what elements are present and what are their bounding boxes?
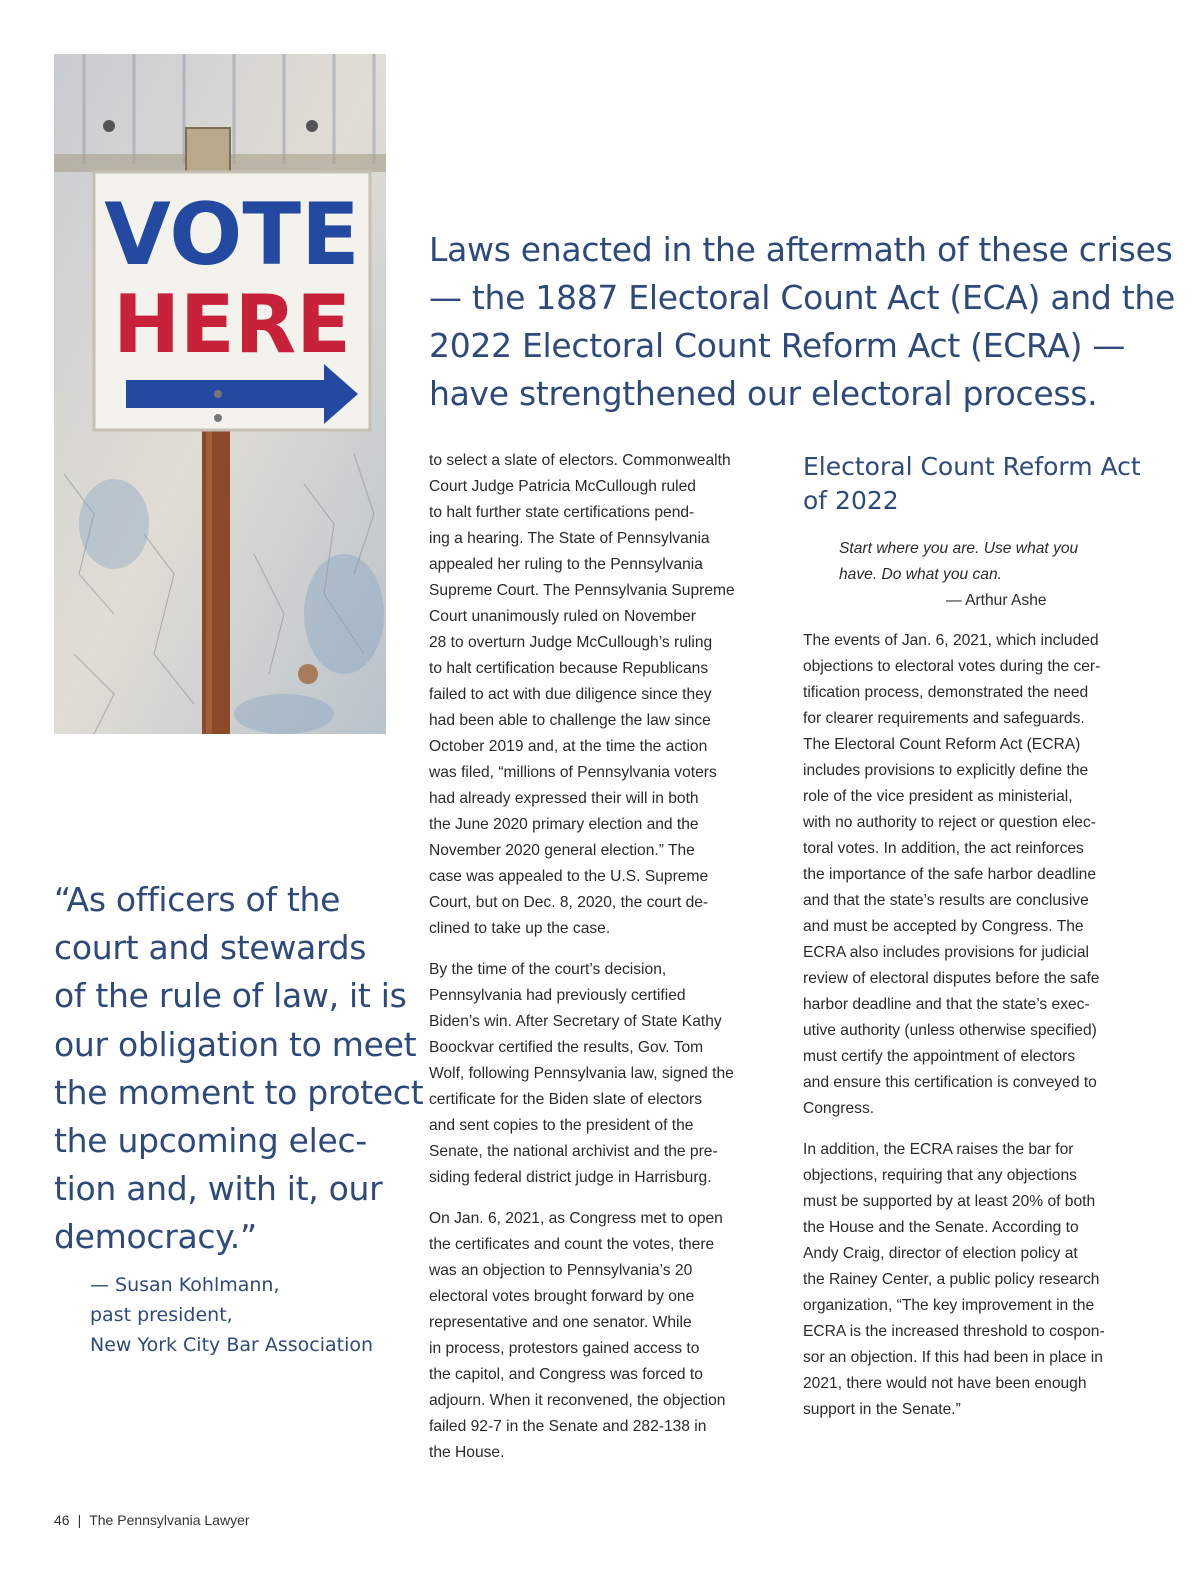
text-line: the House and the Senate. According to xyxy=(803,1219,1079,1236)
text-line: with no authority to reject or question elec- xyxy=(803,814,1096,831)
pull-quote-line: Laws enacted in the aftermath of these crises xyxy=(429,230,1173,269)
text-line: Andy Craig, director of election policy at xyxy=(803,1245,1078,1262)
text-line: adjourn. When it reconvened, the objection xyxy=(429,1392,726,1409)
quote-line: tion and, with it, our xyxy=(54,1169,383,1209)
text-line: ECRA also includes provisions for judicial xyxy=(803,944,1090,961)
text-line: Boockvar certified the results, Gov. Tom xyxy=(429,1039,704,1056)
quote-line: court and stewards xyxy=(54,928,367,968)
text-line: 28 to overturn Judge McCullough’s ruling xyxy=(429,634,713,651)
text-line: harbor deadline and that the state’s exec- xyxy=(803,996,1090,1013)
text-line: the importance of the safe harbor deadline xyxy=(803,866,1097,883)
body-paragraph xyxy=(429,957,769,1191)
text-line: objections to electoral votes during the cer- xyxy=(803,658,1101,675)
middle-column xyxy=(429,448,769,1466)
text-line: Wolf, following Pennsylvania law, signed the xyxy=(429,1065,734,1082)
body-paragraph xyxy=(803,1137,1143,1423)
text-line: for clearer requirements and safeguards. xyxy=(803,710,1085,727)
text-line: and ensure this certification is conveyed to xyxy=(803,1074,1097,1091)
quote-attribution xyxy=(90,1270,373,1360)
heading-line: Electoral Count Reform Act xyxy=(803,452,1141,481)
text-line: in process, protestors gained access to xyxy=(429,1340,700,1357)
section-heading xyxy=(803,450,1141,518)
text-line: tification process, demonstrated the need xyxy=(803,684,1089,701)
footer-separator: | xyxy=(77,1512,82,1528)
text-line: The Electoral Count Reform Act (ECRA) xyxy=(803,736,1081,753)
text-line: was filed, “millions of Pennsylvania voters xyxy=(429,764,717,781)
quote-line: democracy.” xyxy=(54,1217,257,1257)
text-line: ing a hearing. The State of Pennsylvania xyxy=(429,530,710,547)
attribution-line: past president, xyxy=(90,1304,233,1326)
text-line: support in the Senate.” xyxy=(803,1401,961,1418)
text-line: role of the vice president as ministerial, xyxy=(803,788,1073,805)
publication-name: The Pennsylvania Lawyer xyxy=(89,1512,250,1528)
text-line: organization, “The key improvement in the xyxy=(803,1297,1095,1314)
quote-line: of the rule of law, it is xyxy=(54,976,407,1016)
page-number: 46 xyxy=(54,1512,70,1528)
text-line: Biden’s win. After Secretary of State Kathy xyxy=(429,1013,722,1030)
page-footer xyxy=(54,1512,250,1528)
text-line: By the time of the court’s decision, xyxy=(429,961,667,978)
text-line: On Jan. 6, 2021, as Congress met to open xyxy=(429,1210,723,1227)
text-line: sor an objection. If this had been in place in xyxy=(803,1349,1103,1366)
text-line: Court Judge Patricia McCullough ruled xyxy=(429,478,696,495)
text-line: failed to act with due diligence since they xyxy=(429,686,712,703)
body-paragraph xyxy=(803,628,1143,1122)
epigraph-attribution: — Arthur Ashe xyxy=(946,592,1047,609)
text-line: had already expressed their will in both xyxy=(429,790,699,807)
text-line: had been able to challenge the law since xyxy=(429,712,711,729)
text-line: to halt further state certifications pend- xyxy=(429,504,695,521)
text-line: objections, requiring that any objections xyxy=(803,1167,1077,1184)
text-line: October 2019 and, at the time the action xyxy=(429,738,708,755)
text-line: to select a slate of electors. Commonwealth xyxy=(429,452,731,469)
text-line: to halt certification because Republicans xyxy=(429,660,709,677)
pull-quote-line: have strengthened our electoral process. xyxy=(429,374,1098,413)
vote-sign-illustration xyxy=(54,54,386,734)
attribution-line: New York City Bar Association xyxy=(90,1334,374,1356)
quote-line: the upcoming elec- xyxy=(54,1121,367,1161)
text-line: and that the state’s results are conclusive xyxy=(803,892,1089,909)
text-line: certificate for the Biden slate of electors xyxy=(429,1091,703,1108)
text-line: includes provisions to explicitly define the xyxy=(803,762,1089,779)
text-line: review of electoral disputes before the safe xyxy=(803,970,1100,987)
text-line: the Rainey Center, a public policy research xyxy=(803,1271,1100,1288)
text-line: case was appealed to the U.S. Supreme xyxy=(429,868,709,885)
text-line: siding federal district judge in Harrisburg. xyxy=(429,1169,712,1186)
text-line: must be supported by at least 20% of both xyxy=(803,1193,1096,1210)
text-line: Supreme Court. The Pennsylvania Supreme xyxy=(429,582,735,599)
pull-quote xyxy=(54,876,424,1262)
text-line: Congress. xyxy=(803,1100,875,1117)
text-line: Court, but on Dec. 8, 2020, the court de- xyxy=(429,894,709,911)
text-line: the House. xyxy=(429,1444,505,1461)
text-line: and must be accepted by Congress. The xyxy=(803,918,1084,935)
heading-line: of 2022 xyxy=(803,486,899,515)
text-line: failed 92-7 in the Senate and 282-138 in xyxy=(429,1418,707,1435)
text-line: toral votes. In addition, the act reinforces xyxy=(803,840,1084,857)
text-line: appealed her ruling to the Pennsylvania xyxy=(429,556,703,573)
vote-here-photo xyxy=(54,54,386,734)
text-line: 2021, there would not have been enough xyxy=(803,1375,1087,1392)
quote-line: our obligation to meet xyxy=(54,1024,417,1064)
text-line: utive authority (unless otherwise specified) xyxy=(803,1022,1097,1039)
body-paragraph xyxy=(429,1206,769,1466)
text-line: the capitol, and Congress was forced to xyxy=(429,1366,703,1383)
sign-vote-text: VOTE xyxy=(104,185,360,285)
text-line: Senate, the national archivist and the pre- xyxy=(429,1143,718,1160)
text-line: November 2020 general election.” The xyxy=(429,842,695,859)
pull-quote-line: 2022 Electoral Count Reform Act (ECRA) — xyxy=(429,326,1126,365)
pull-quote-headline xyxy=(429,226,1175,418)
text-line: electoral votes brought forward by one xyxy=(429,1288,695,1305)
epigraph-line: have. Do what you can. xyxy=(839,566,1002,583)
epigraph-line: Start where you are. Use what you xyxy=(839,540,1079,557)
quote-line: “As officers of the xyxy=(54,880,341,919)
text-line: the certificates and count the votes, there xyxy=(429,1236,715,1253)
epigraph xyxy=(839,536,1139,588)
quote-line: the moment to protect xyxy=(54,1072,424,1112)
text-line: representative and one senator. While xyxy=(429,1314,692,1331)
text-line: In addition, the ECRA raises the bar for xyxy=(803,1141,1074,1158)
right-column xyxy=(803,628,1143,1423)
text-line: The events of Jan. 6, 2021, which included xyxy=(803,632,1099,649)
text-line: Court unanimously ruled on November xyxy=(429,608,696,625)
text-line: Pennsylvania had previously certified xyxy=(429,987,686,1004)
text-line: was an objection to Pennsylvania’s 20 xyxy=(429,1262,693,1279)
text-line: must certify the appointment of electors xyxy=(803,1048,1076,1065)
sign-here-text: HERE xyxy=(113,278,351,371)
pull-quote-line: — the 1887 Electoral Count Act (ECA) and the xyxy=(429,278,1175,317)
attribution-line: — Susan Kohlmann, xyxy=(90,1274,280,1296)
text-line: ECRA is the increased threshold to cospon- xyxy=(803,1323,1105,1340)
text-line: clined to take up the case. xyxy=(429,920,611,937)
body-paragraph xyxy=(429,448,769,942)
text-line: and sent copies to the president of the xyxy=(429,1117,694,1134)
text-line: the June 2020 primary election and the xyxy=(429,816,699,833)
